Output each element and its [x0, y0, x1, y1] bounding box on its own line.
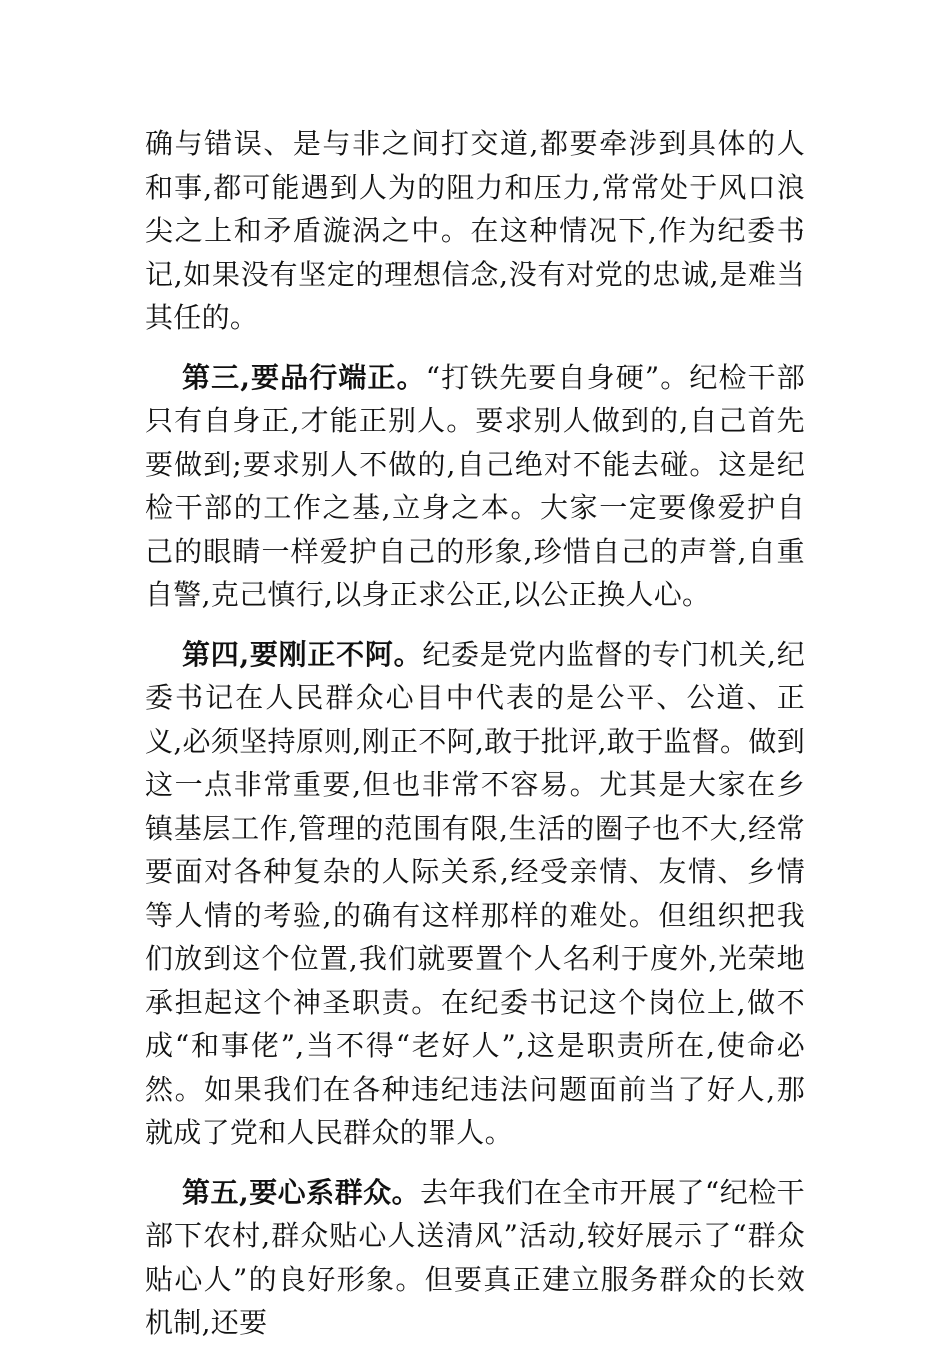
- paragraph-text: 确与错误、是与非之间打交道,都要牵涉到具体的人和事,都可能遇到人为的阻力和压力,常常处于风口浪尖之上和矛盾漩涡之中。在这种情况下,作为纪委书记,如果没有坚定的理想信念,没有对党的忠诚,是难当其任的。: [145, 127, 805, 334]
- paragraph-heading: 第五,要心系群众。: [182, 1175, 421, 1209]
- paragraph-text: 纪委是党内监督的专门机关,纪委书记在人民群众心目中代表的是公平、公道、正义,必须坚持原则,刚正不阿,敢于批评,敢于监督。做到这一点非常重要,但也非常不容易。尤其是大家在乡镇基层工作,管理的范围有限,生活的圈子也不大,经常要面对各种复杂的人际关系,经受亲情、友情、乡情等人情的考验,的确有这样那样的难处。但组织把我们放到这个位置,我们就要置个人名利于度外,光荣地承担起这个神圣职责。在纪委书记这个岗位上,做不成“和事佬”,当不得“老好人”,这是职责所在,使命必然。如果我们在各种违纪违法问题面前当了好人,那就成了党和人民群众的罪人。: [145, 637, 805, 1149]
- paragraph-text: 去年我们在全市开展了“纪检干部下农村,群众贴心人送清风”活动,较好展示了“群众贴心人”的良好形象。但要真正建立服务群众的长效机制,还要: [145, 1175, 805, 1339]
- paragraph-continuation: [145, 122, 805, 340]
- paragraph-fourth-point: [145, 633, 805, 1155]
- paragraph-third-point: [145, 356, 805, 617]
- document-body: [145, 122, 805, 1361]
- paragraph-heading: 第三,要品行端正。: [182, 360, 426, 394]
- paragraph-text: “打铁先要自身硬”。纪检干部只有自身正,才能正别人。要求别人做到的,自己首先要做到;要求别人不做的,自己绝对不能去碰。这是纪检干部的工作之基,立身之本。大家一定要像爱护自己的眼睛一样爱护自己的形象,珍惜自己的声誉,自重自警,克己慎行,以身正求公正,以公正换人心。: [145, 360, 805, 611]
- paragraph-fifth-point: [145, 1171, 805, 1345]
- paragraph-heading: 第四,要刚正不阿。: [182, 637, 423, 671]
